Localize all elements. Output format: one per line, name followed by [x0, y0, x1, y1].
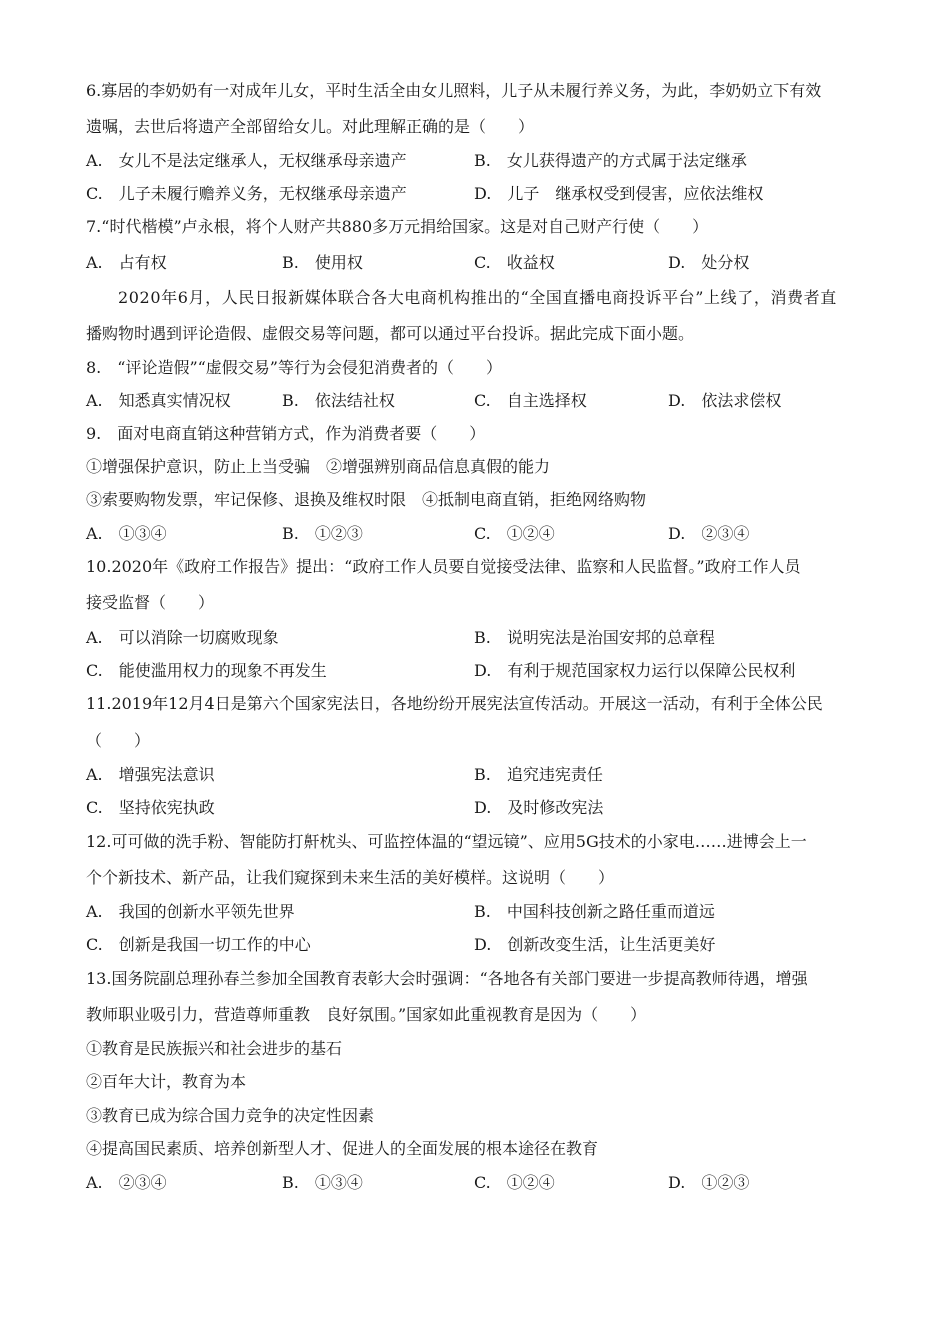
q12-stem-line-1: 12.可可做的洗手粉、智能防打鼾枕头、可监控体温的“望远镜”、应用5G技术的小家电……进博会上一	[86, 832, 807, 851]
q13-option-a: A. ②③④	[86, 1173, 167, 1192]
q6-option-d: D. 儿子 继承权受到侵害，应依法维权	[474, 184, 764, 203]
q10-option-b: B. 说明宪法是治国安邦的总章程	[474, 628, 715, 647]
q7-stem: 7.“时代楷模”卢永根，将个人财产共880多万元捐给国家。这是对自己财产行使（ ）	[86, 217, 709, 236]
q9-option-b: B. ①②③	[282, 524, 363, 543]
q11-stem-line-1: 11.2019年12月4日是第六个国家宪法日，各地纷纷开展宪法宣传活动。开展这一活动，有利于全体公民	[86, 694, 823, 713]
q13-statement-2: ②百年大计，教育为本	[86, 1072, 247, 1091]
q11-stem-line-2: （ ）	[86, 731, 151, 750]
passage-line-1: 2020年6月，人民日报新媒体联合各大电商机构推出的“全国直播电商投诉平台”上线了，消费者直	[118, 288, 837, 307]
q9-option-a: A. ①③④	[86, 524, 167, 543]
q12-option-b: B. 中国科技创新之路任重而道远	[474, 902, 715, 921]
q6-option-c: C. 儿子未履行赡养义务，无权继承母亲遗产	[86, 184, 407, 203]
q10-option-a: A. 可以消除一切腐败现象	[86, 628, 279, 647]
q12-option-d: D. 创新改变生活，让生活更美好	[474, 935, 716, 954]
q9-option-c: C. ①②④	[474, 524, 555, 543]
q7-option-b: B. 使用权	[282, 253, 363, 272]
q10-stem-line-1: 10.2020年《政府工作报告》提出：“政府工作人员要自觉接受法律、监察和人民监督。”政府工作人员	[86, 557, 801, 576]
q6-stem-line-1: 6.寡居的李奶奶有一对成年儿女，平时生活全由女儿照料，儿子从未履行养义务，为此，李奶奶立下有效	[86, 81, 822, 100]
q8-option-d: D. 依法求偿权	[668, 391, 782, 410]
q12-option-c: C. 创新是我国一切工作的中心	[86, 935, 311, 954]
q13-stem-line-1: 13.国务院副总理孙春兰参加全国教育表彰大会时强调：“各地各有关部门要进一步提高教师待遇，增强	[86, 969, 808, 988]
q11-option-c: C. 坚持依宪执政	[86, 798, 215, 817]
q13-stem-line-2: 教师职业吸引力，营造尊师重教 良好氛围。”国家如此重视教育是因为（ ）	[86, 1005, 647, 1024]
q12-option-a: A. 我国的创新水平领先世界	[86, 902, 295, 921]
q13-option-b: B. ①③④	[282, 1173, 363, 1192]
q10-stem-line-2: 接受监督（ ）	[86, 593, 215, 612]
q8-option-a: A. 知悉真实情况权	[86, 391, 231, 410]
q13-option-c: C. ①②④	[474, 1173, 555, 1192]
passage-line-2: 播购物时遇到评论造假、虚假交易等问题，都可以通过平台投诉。据此完成下面小题。	[86, 324, 695, 343]
q11-option-b: B. 追究违宪责任	[474, 765, 603, 784]
q10-option-c: C. 能使滥用权力的现象不再发生	[86, 661, 327, 680]
q13-option-d: D. ①②③	[668, 1173, 750, 1192]
q12-stem-line-2: 个个新技术、新产品，让我们窥探到未来生活的美好模样。这说明（ ）	[86, 868, 615, 887]
q8-option-c: C. 自主选择权	[474, 391, 587, 410]
q7-option-d: D. 处分权	[668, 253, 750, 272]
q8-option-b: B. 依法结社权	[282, 391, 395, 410]
q9-statement-line-2: ③索要购物发票，牢记保修、退换及维权时限 ④抵制电商直销，拒绝网络购物	[86, 490, 647, 509]
q6-option-a: A. 女儿不是法定继承人，无权继承母亲遗产	[86, 151, 407, 170]
q13-statement-3: ③教育已成为综合国力竞争的决定性因素	[86, 1106, 375, 1125]
q7-option-a: A. 占有权	[86, 253, 167, 272]
q9-stem: 9. 面对电商直销这种营销方式，作为消费者要（ ）	[86, 424, 486, 443]
q6-option-b: B. 女儿获得遗产的方式属于法定继承	[474, 151, 747, 170]
q8-stem: 8. “评论造假”“虚假交易”等行为会侵犯消费者的（ ）	[86, 358, 502, 377]
q10-option-d: D. 有利于规范国家权力运行以保障公民权利	[474, 661, 796, 680]
q11-option-a: A. 增强宪法意识	[86, 765, 215, 784]
q13-statement-1: ①教育是民族振兴和社会进步的基石	[86, 1039, 343, 1058]
q6-stem-line-2: 遗嘱，去世后将遗产全部留给女儿。对此理解正确的是（ ）	[86, 117, 535, 136]
q9-statement-line-1: ①增强保护意识，防止上当受骗 ②增强辨别商品信息真假的能力	[86, 457, 551, 476]
q9-option-d: D. ②③④	[668, 524, 750, 543]
q13-statement-4: ④提高国民素质、培养创新型人才、促进人的全面发展的根本途径在教育	[86, 1139, 599, 1158]
q7-option-c: C. 收益权	[474, 253, 555, 272]
q11-option-d: D. 及时修改宪法	[474, 798, 604, 817]
